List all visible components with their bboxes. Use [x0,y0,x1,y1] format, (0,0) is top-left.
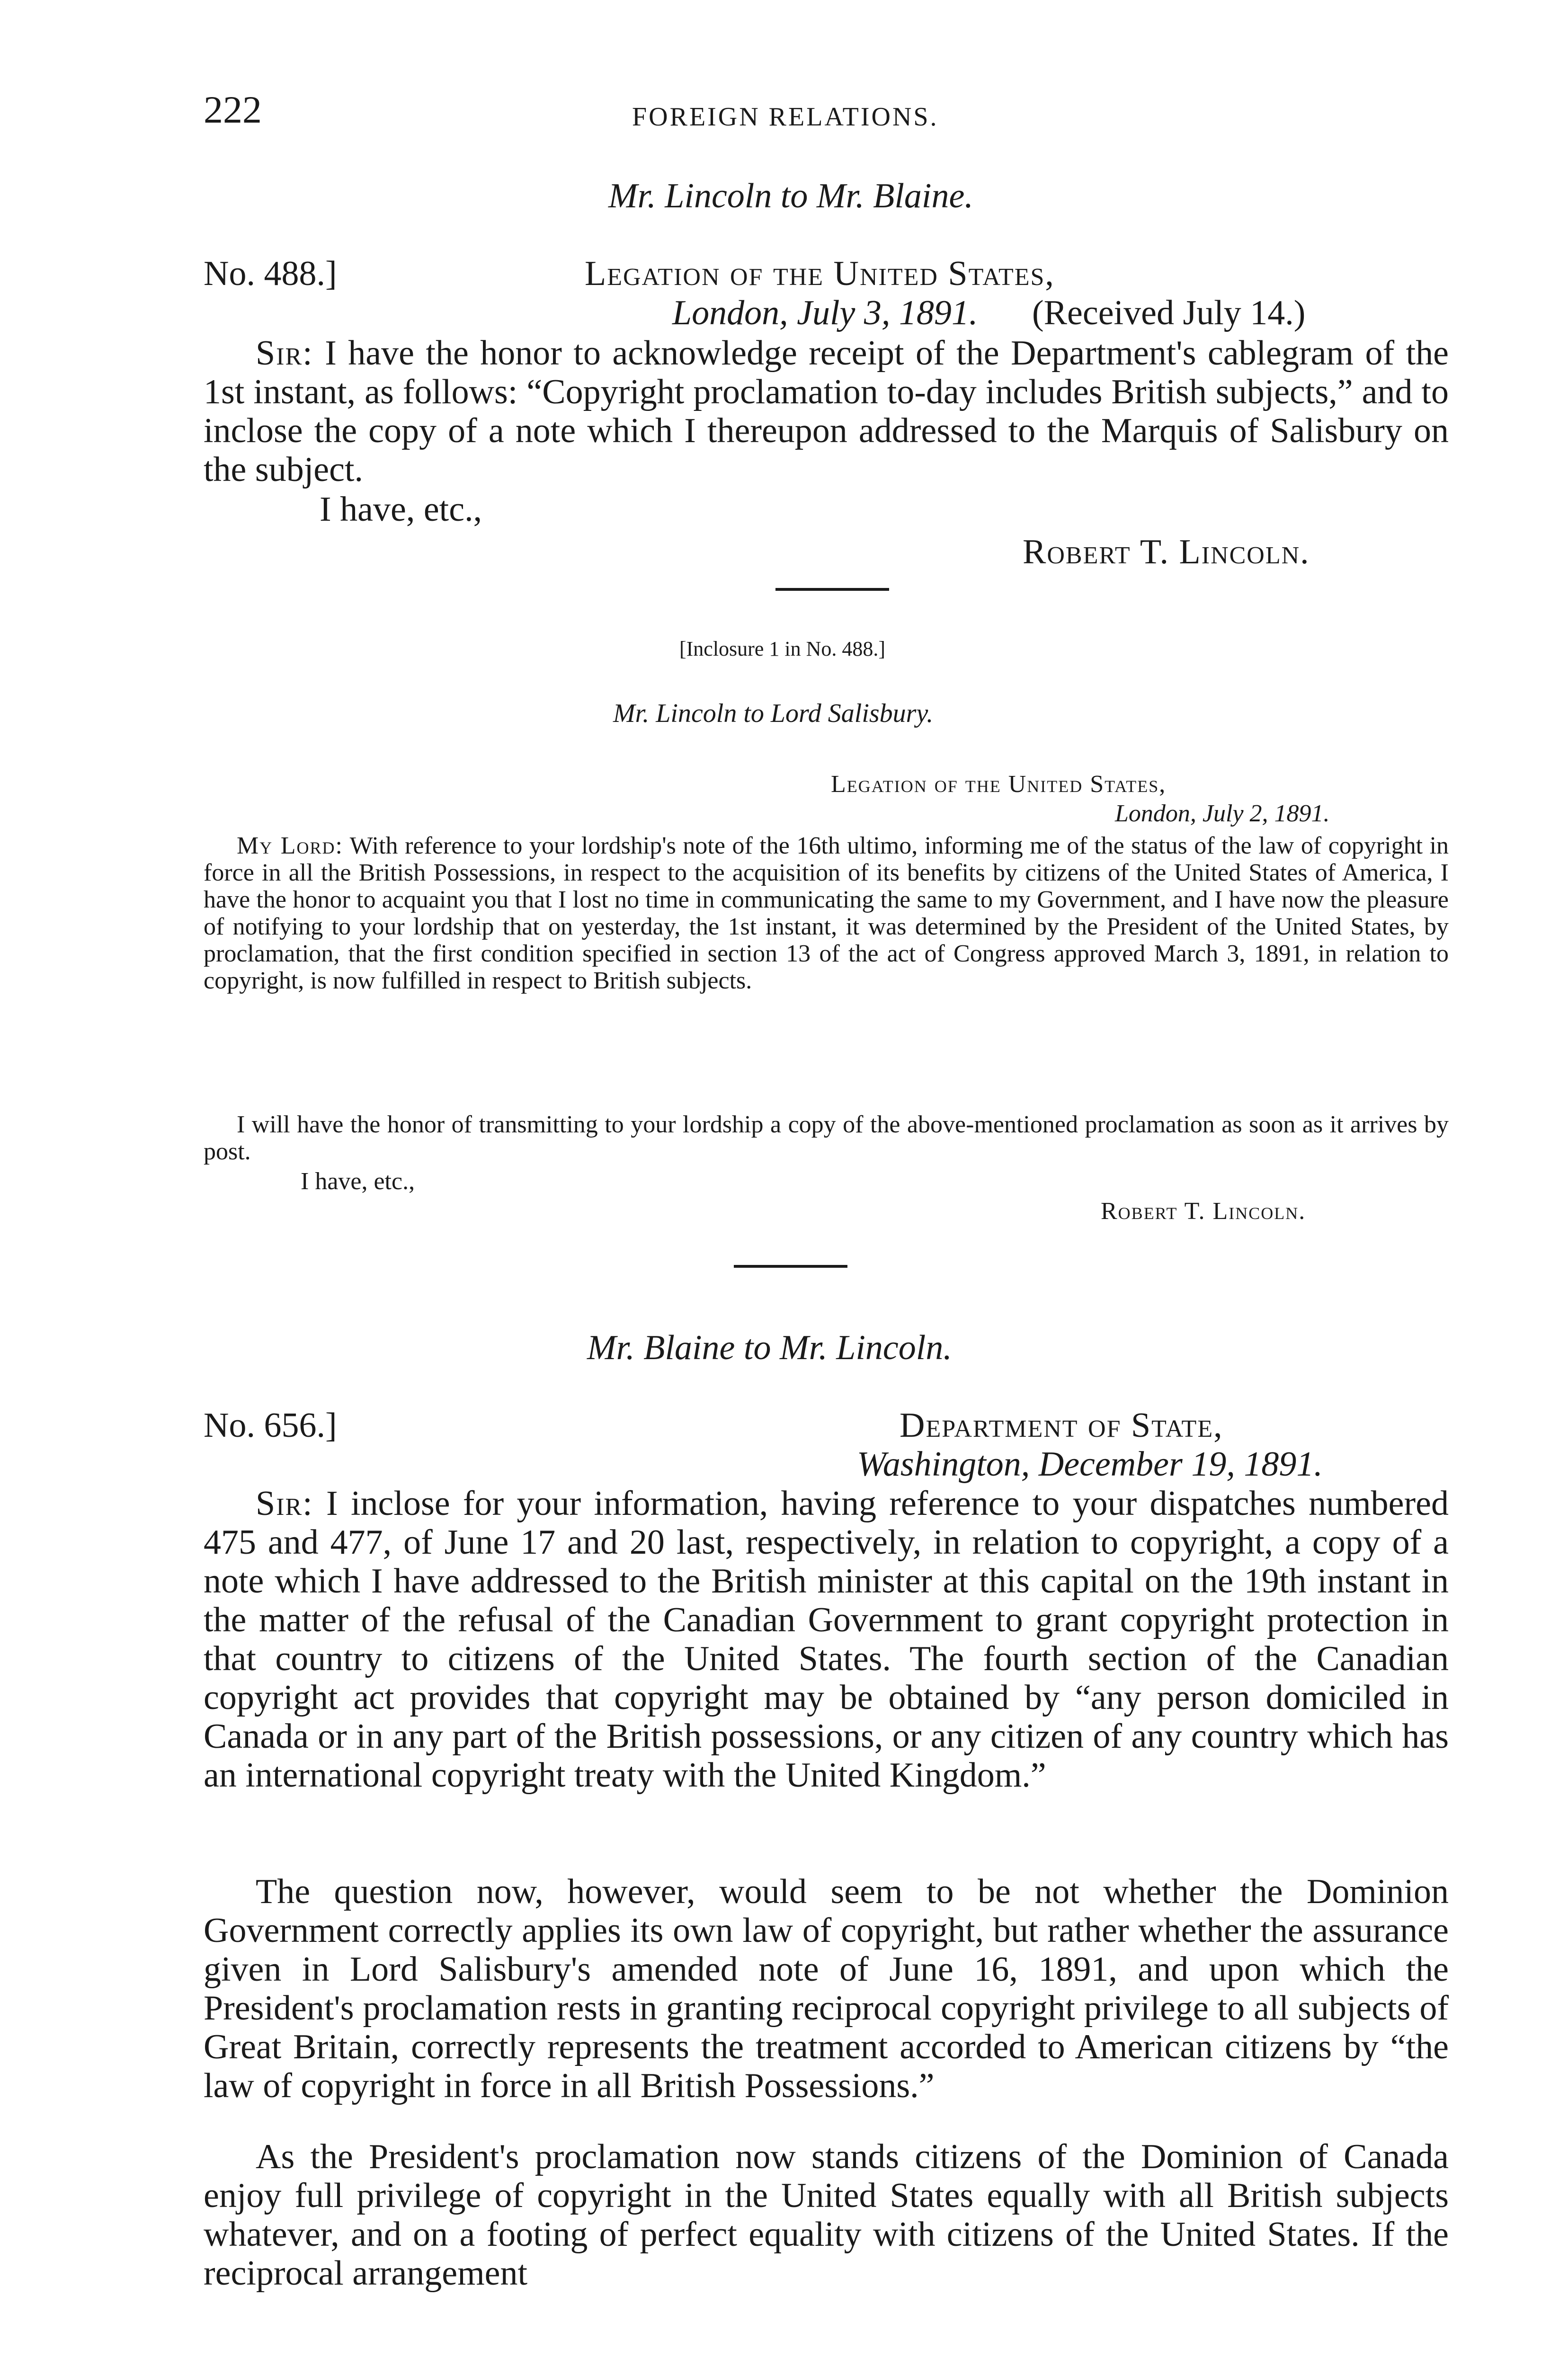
letter2-body-1: I inclose for your information, having reference to your dispatches numbered 475 and 477, of June 17 and 20 last, respectively, in relation to copyright, a copy of a note which I have addressed to the British minister at this capital on the 19th instant in the matter of the refusal of the Canadian Government to grant copyright protection in that country to citizens of the United States. The fourth section of the Canadian copyright act provides that copyright may be obtained by “any person domiciled in Canada or in any part of the British possessions, or any citizen of any country which has an international copyright treaty with the United Kingdom.” [204,1484,1449,1795]
letter2-number: No. 656.] [204,1406,337,1445]
salutation: Sir: [256,334,313,373]
dateline: London, July 3, 1891. [672,294,978,332]
page-number: 222 [204,88,262,131]
dispatch-number: No. 488.] [204,254,337,293]
inclosure-heading: Mr. Lincoln to Lord Salisbury. [613,699,934,728]
inclosure-paragraph-2: I will have the honor of transmitting to your lordship a copy of the above-mentioned proclamation as soon as it arrives by post. [204,1111,1449,1165]
inclosure-place: Legation of the United States, [831,771,1167,798]
letter-body [204,334,1449,489]
inclosure-closing: I have, etc., [301,1168,415,1195]
letter-heading: Mr. Lincoln to Mr. Blaine. [608,177,973,215]
inclosure-label: [Inclosure 1 in No. 488.] [679,637,886,660]
inclosure-paragraph-1 [204,832,1449,994]
received-note: (Received July 14.) [1032,294,1306,332]
divider-rule-2 [734,1265,847,1268]
divider-rule [775,588,889,591]
signature: Robert T. Lincoln. [1023,533,1310,571]
body-text: I have the honor to acknowledge receipt of the Department's cablegram of the 1st instant, as follows: “Copyright proclamation to-day includes British subjects,” and to inclose the copy of a note which I thereupon addressed to the Marquis of Salisbury on the subject. [204,334,1449,489]
inclosure-salutation: My Lord: [237,832,344,859]
letter2-dateline: Washington, December 19, 1891. [857,1445,1323,1484]
letter2-place: Department of State, [900,1406,1223,1445]
closing: I have, etc., [320,490,482,529]
letter2-paragraph-2: The question now, however, would seem to be not whether the Dominion Government correctly applies its own law of copyright, but rather whether the assurance given in Lord Salisbury's amended note of June 16, 1891, and upon which the President's proclamation rests in granting reciprocal copyright privilege to all subjects of Great Britain, correctly represents the treatment accorded to American citizens by “the law of copyright in force in all British Possessions.” [204,1872,1449,2105]
letter2-heading: Mr. Blaine to Mr. Lincoln. [587,1328,952,1367]
letter2-paragraph-3: As the President's proclamation now stands citizens of the Dominion of Canada enjoy full privilege of copyright in the United States equally with all British subjects whatever, and on a footing of perfect equality with citizens of the United States. If the reciprocal arrangement [204,2137,1449,2293]
inclosure-signature: Robert T. Lincoln. [1101,1198,1306,1225]
letter2-salutation: Sir: [256,1484,313,1523]
letter2-paragraph-1 [204,1484,1449,1795]
inclosure-body-1: With reference to your lordship's note of the 16th ultimo, informing me of the status of the law of copyright in force in all the British Possessions, in respect to the acquisition of its benefits by citizens of the United States of America, I have the honor to acquaint you that I lost no time in communicating the same to my Government, and I have now the pleasure of notifying to your lordship that on yesterday, the 1st instant, it was determined by the President of the United States, by proclamation, that the first condition specified in section 13 of the act of Congress approved March 3, 1891, in relation to copyright, is now fulfilled in respect to British subjects. [204,832,1449,994]
running-title: FOREIGN RELATIONS. [632,102,939,132]
inclosure-dateline: London, July 2, 1891. [1115,800,1330,827]
legation-place: Legation of the United States, [585,254,1055,293]
